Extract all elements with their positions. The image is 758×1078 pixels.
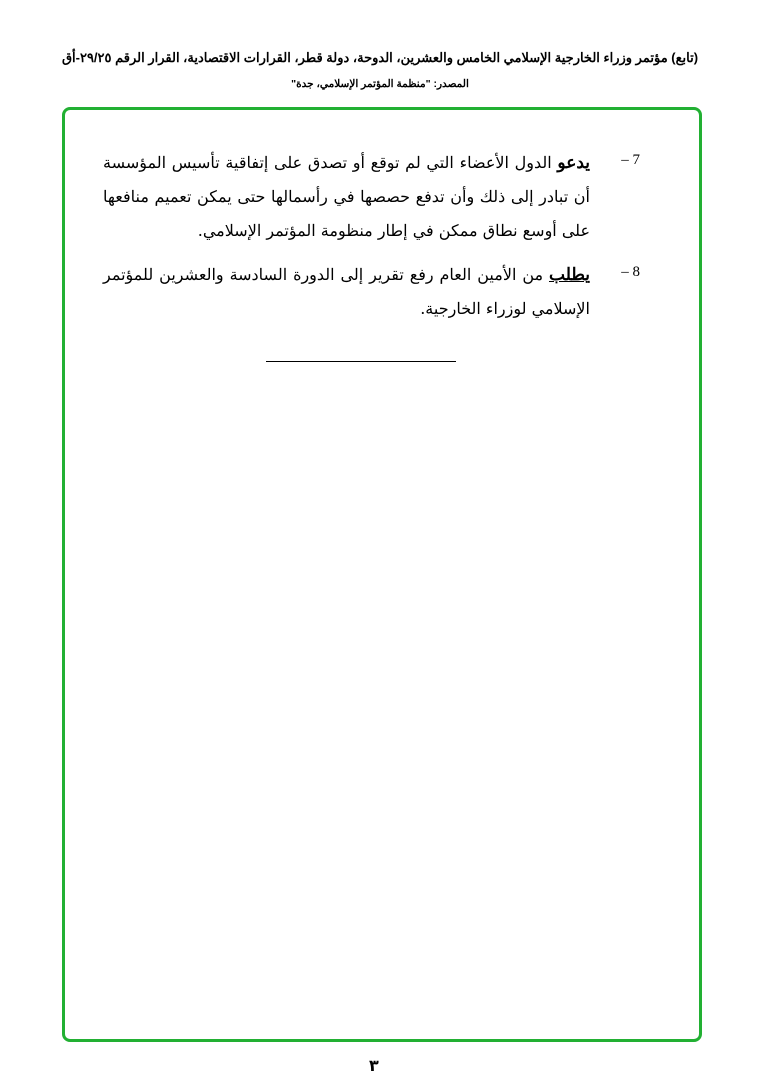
item-number: 8 – xyxy=(621,264,640,280)
item-keyword: يطلب xyxy=(549,265,590,285)
item-text xyxy=(103,146,590,248)
page-number: ٣ xyxy=(369,1056,379,1075)
end-divider xyxy=(266,361,456,362)
document-header-title: (تابع) مؤتمر وزراء الخارجية الإسلامي الخامس والعشرين، الدوحة، دولة قطر، القرارات الاقتصادية، القرار الرقم ٢٩/٢٥-أق xyxy=(61,50,699,65)
item-text xyxy=(103,258,590,326)
item-number: 7 – xyxy=(621,152,640,168)
item-body: من الأمين العام رفع تقرير إلى الدورة السادسة والعشرين للمؤتمر الإسلامي لوزراء الخارجية. xyxy=(103,265,590,318)
item-keyword: يدعو xyxy=(557,153,591,173)
document-source: المصدر: "منظمة المؤتمر الإسلامي، جدة" xyxy=(291,78,469,90)
item-body: الدول الأعضاء التي لم توقع أو تصدق على إتفاقية تأسيس المؤسسة أن تبادر إلى ذلك وأن تدفع حصصها في رأسمالها حتى يمكن تعميم منافعها على أوسع نطاق ممكن في إطار منظومة المؤتمر الإسلامي. xyxy=(103,153,590,240)
